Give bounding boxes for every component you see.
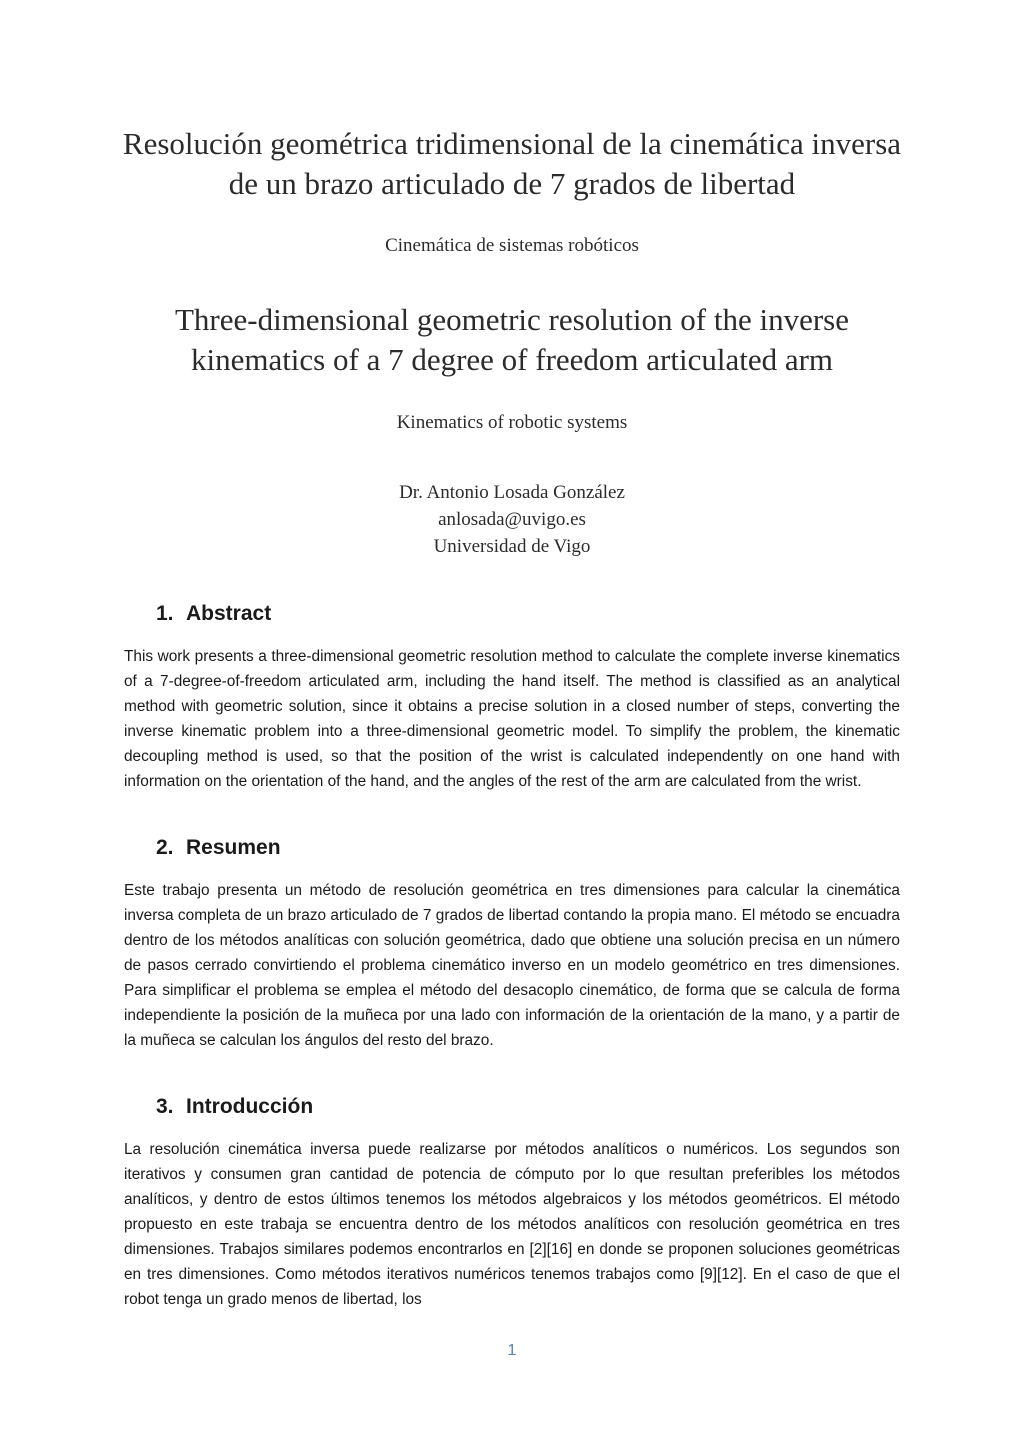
- section-title: Introducción: [186, 1095, 314, 1118]
- subtitle-english: Kinematics of robotic systems: [396, 412, 628, 433]
- author-name: Dr. Antonio Losada González: [399, 482, 625, 503]
- author-block: [110, 479, 914, 560]
- section-heading-resumen: [156, 835, 281, 861]
- section-heading-introduccion: [156, 1094, 313, 1120]
- subtitle-spanish: Cinemática de sistemas robóticos: [385, 235, 639, 256]
- page-number: 1: [507, 1342, 517, 1359]
- section-body-introduccion: La resolución cinemática inversa puede realizarse por métodos analíticos o numéricos. Los segundos son iterativos y consumen gran cantidad de potencia de cómputo por lo que resultan preferibles los métodos analíticos, y dentro de estos últimos tenemos los métodos algebraicos y los métodos geométricos. El método propuesto en este trabaja se encuentra dentro de los métodos analíticos con resolución geométrica en tres dimensiones. Trabajos similares podemos encontrarlos en [2][16] en donde se proponen soluciones geométricas en tres dimensiones. Como métodos iterativos numéricos tenemos trabajos como [9][12]. En el caso de que el robot tenga un grado menos de libertad, los: [124, 1141, 900, 1308]
- section-title: Abstract: [186, 602, 272, 625]
- author-email: anlosada@uvigo.es: [438, 509, 586, 530]
- title-english: Three-dimensional geometric resolution of the inverse kinematics of a 7 degree of freedom articulated arm: [174, 302, 850, 377]
- section-number: 2.: [156, 836, 174, 859]
- section-title: Resumen: [186, 836, 281, 859]
- section-body-resumen: Este trabajo presenta un método de resolución geométrica en tres dimensiones para calcular la cinemática inversa completa de un brazo articulado de 7 grados de libertad contando la propia mano. El método se encuadra dentro de los métodos analíticas con solución geométrica, dado que obtiene una solución precisa en un número de pasos cerrado convirtiendo el problema cinemático inverso en un modelo geométrico en tres dimensiones. Para simplificar el problema se emplea el método del desacoplo cinemático, de forma que se calcula de forma independiente la posición de la muñeca por una lado con información de la orientación de la mano, y a partir de la muñeca se calculan los ángulos del resto del brazo.: [124, 882, 900, 1049]
- section-number: 1.: [156, 602, 174, 625]
- section-number: 3.: [156, 1095, 174, 1118]
- title-spanish: Resolución geométrica tridimensional de la cinemática inversa de un brazo articulado de 7 grados de libertad: [122, 126, 902, 201]
- author-affiliation: Universidad de Vigo: [433, 536, 591, 557]
- section-heading-abstract: [156, 601, 271, 627]
- section-body-abstract: This work presents a three-dimensional geometric resolution method to calculate the complete inverse kinematics of a 7-degree-of-freedom articulated arm, including the hand itself. The method is classified as an analytical method with geometric solution, since it obtains a precise solution in a closed number of steps, converting the inverse kinematic problem into a three-dimensional geometric model. To simplify the problem, the kinematic decoupling method is used, so that the position of the wrist is calculated independently on one hand with information on the orientation of the hand, and the angles of the rest of the arm are calculated from the wrist.: [124, 648, 900, 790]
